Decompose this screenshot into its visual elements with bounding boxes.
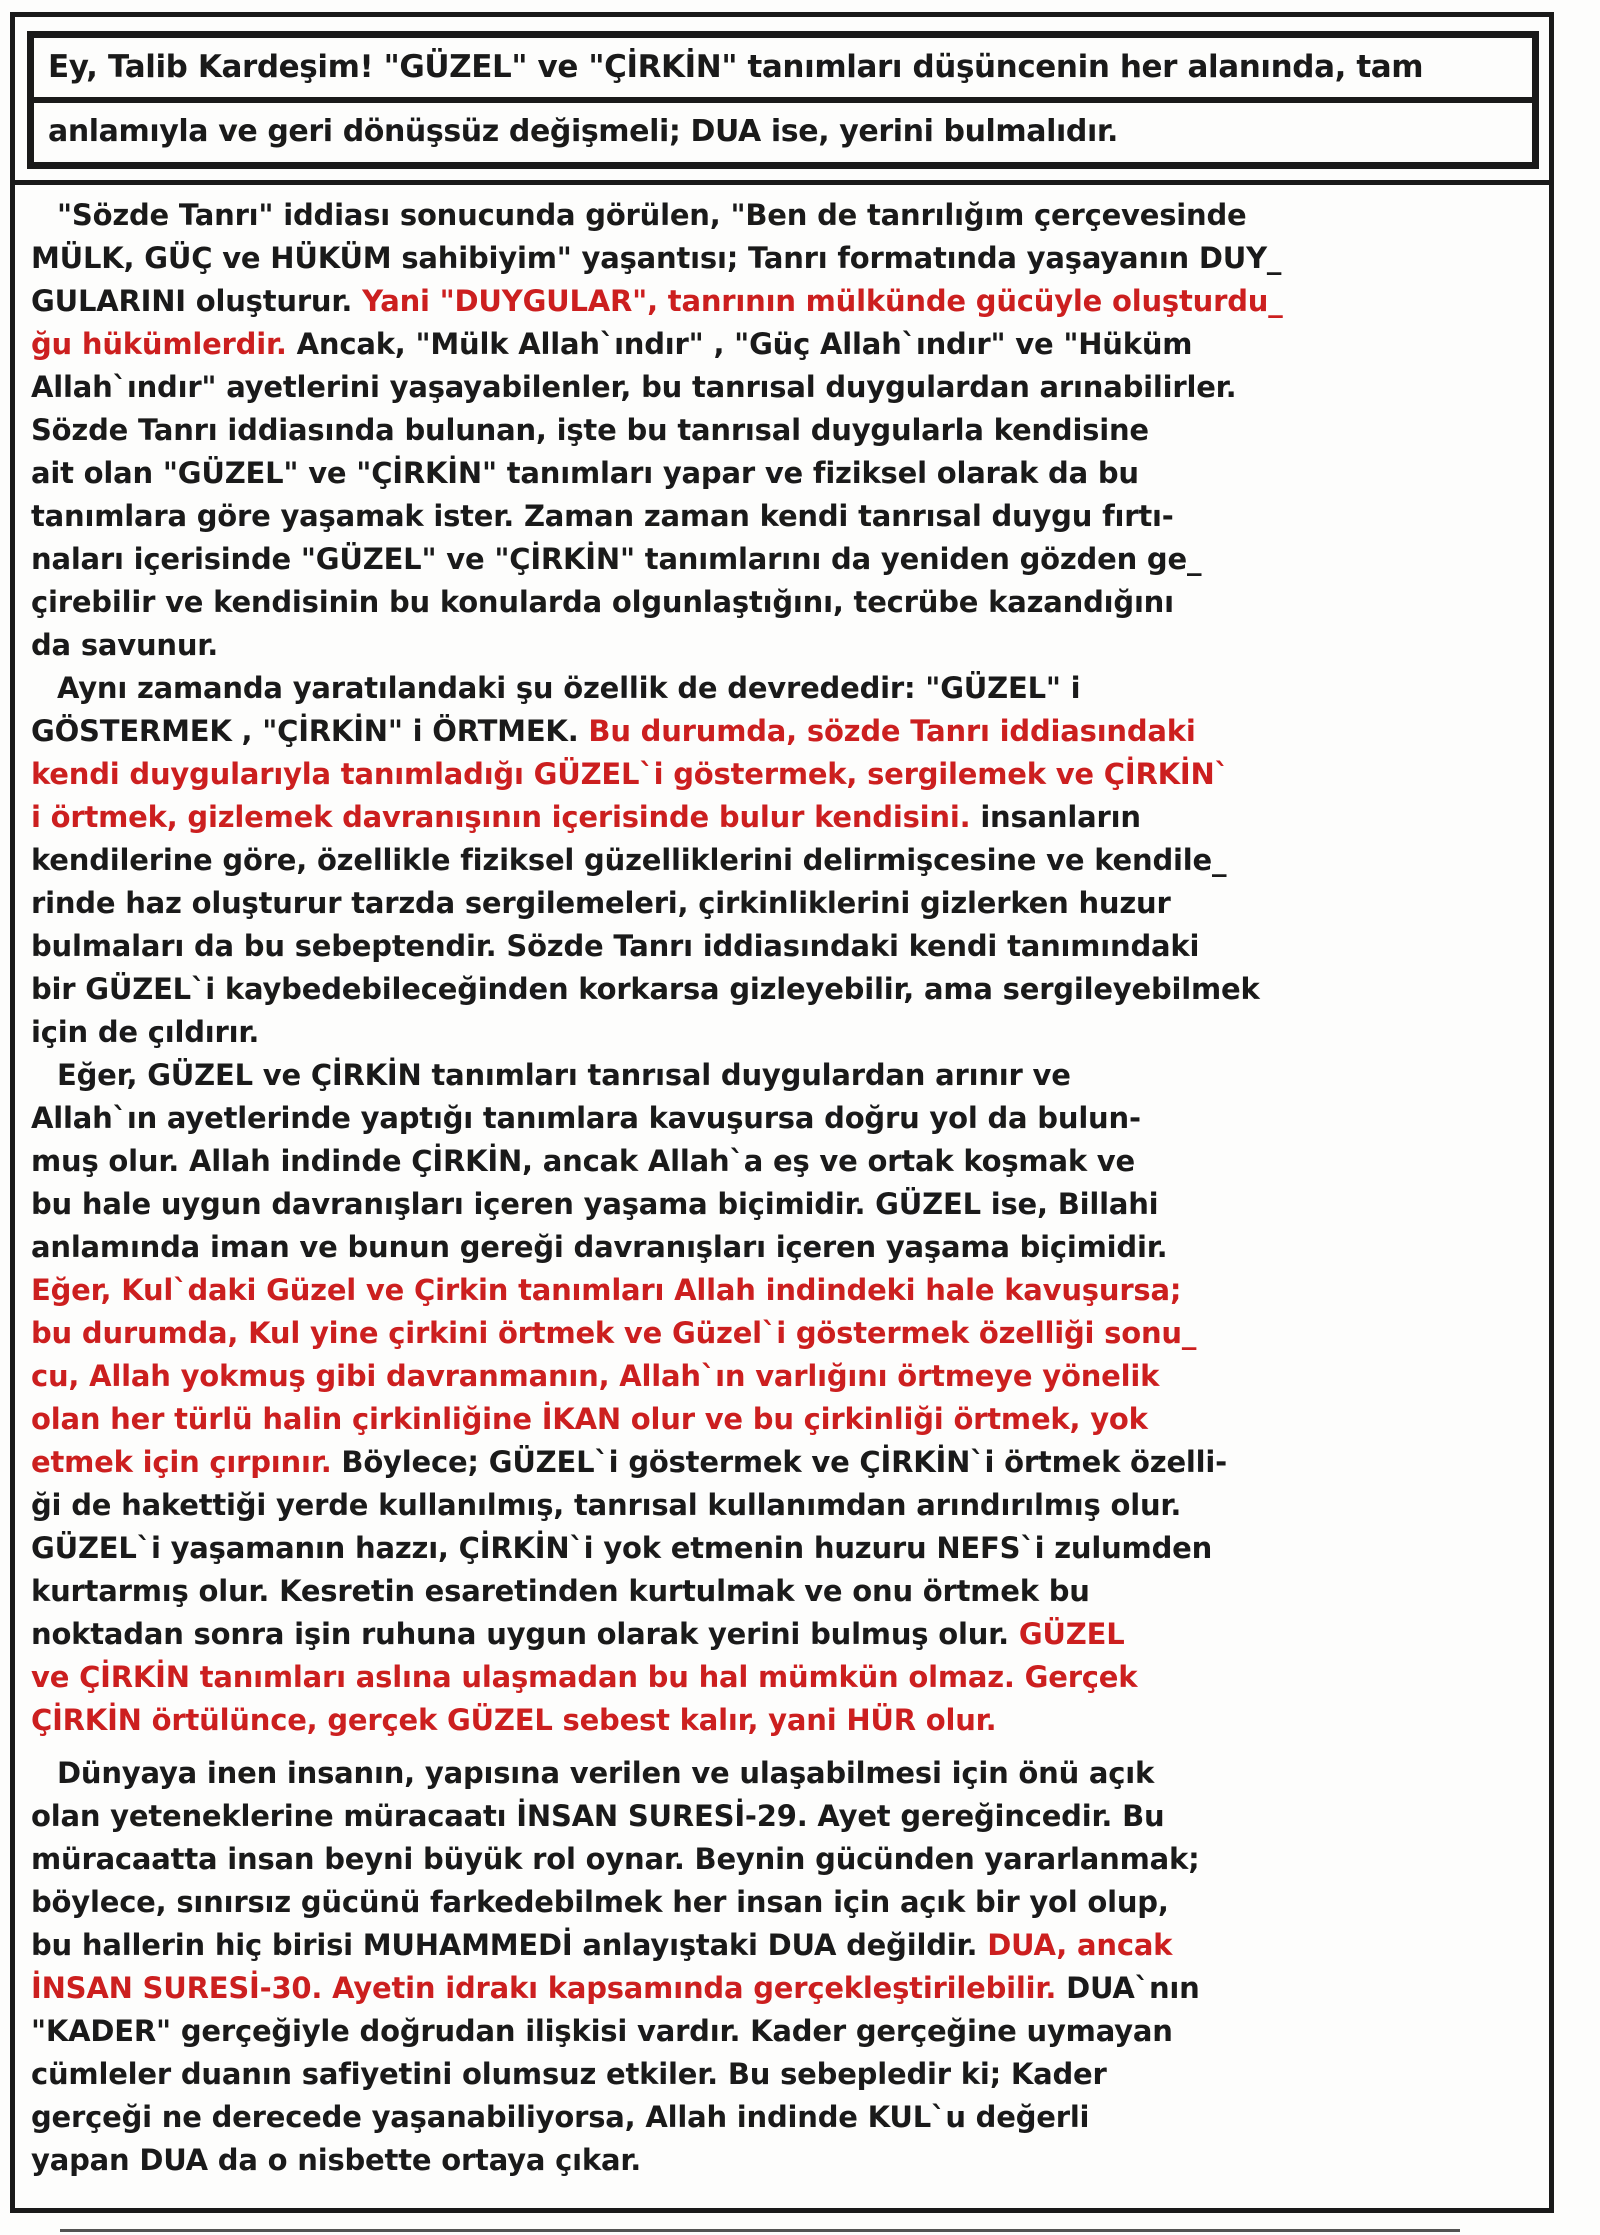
text-line: [31, 1613, 1541, 1656]
text-line: [31, 839, 1541, 882]
text-run-red: cu, Allah yokmuş gibi davranmanın, Allah`ın varlığını örtmeye yönelik: [31, 1359, 1160, 1393]
text-run-black: kendilerine göre, özellikle fiziksel güzelliklerini delirmişcesine ve kendile_: [31, 843, 1227, 877]
text-line: [31, 1054, 1541, 1097]
title-line-2-text: anlamıyla ve geri dönüşsüz değişmeli; DUA ise, yerini bulmalıdır.: [48, 114, 1118, 149]
text-run-black: çirebilir ve kendisinin bu konularda olgunlaştığını, tecrübe kazandığını: [31, 585, 1174, 619]
text-line: [31, 882, 1541, 925]
text-run-black: kurtarmış olur. Kesretin esaretinden kurtulmak ve onu örtmek bu: [31, 1574, 1090, 1608]
text-line: [31, 1097, 1541, 1140]
text-run-black: rinde haz oluşturur tarzda sergilemeleri, çirkinliklerini gizlerken huzur: [31, 886, 1171, 920]
text-run-red: Yani "DUYGULAR", tanrının mülkünde gücüyle oluşturdu_: [362, 284, 1283, 318]
text-line: [31, 667, 1541, 710]
text-run-black: ait olan "GÜZEL" ve "ÇİRKİN" tanımları yapar ve fiziksel olarak da bu: [31, 456, 1139, 490]
text-line: [31, 194, 1541, 237]
text-run-black: olan yeteneklerine müracaatı İNSAN SURESİ-29. Ayet gereğincedir. Bu: [31, 1799, 1165, 1833]
text-line: [31, 1312, 1541, 1355]
text-run-black: için de çıldırır.: [31, 1015, 260, 1049]
text-line: [31, 1398, 1541, 1441]
text-run-black: bir GÜZEL`i kaybedebileceğinden korkarsa gizleyebilir, ama sergileyebilmek: [31, 972, 1260, 1006]
text-line: [31, 1881, 1541, 1924]
body-text: [15, 180, 1549, 2182]
text-run-black: Eğer, GÜZEL ve ÇİRKİN tanımları tanrısal duygulardan arınır ve: [57, 1058, 1071, 1092]
title-line-2: [34, 103, 1532, 162]
text-line: [31, 538, 1541, 581]
text-line: [31, 1011, 1541, 1054]
text-line: [31, 323, 1541, 366]
text-line: [31, 624, 1541, 667]
text-line: [31, 710, 1541, 753]
text-line: [31, 2139, 1541, 2182]
text-run-black: noktadan sonra işin ruhuna uygun olarak yerini bulmuş olur.: [31, 1617, 1019, 1651]
text-line: [31, 1924, 1541, 1967]
text-line: [31, 2096, 1541, 2139]
text-run-black: yapan DUA da o nisbette ortaya çıkar.: [31, 2143, 642, 2177]
text-run-red: Bu durumda, sözde Tanrı iddiasındaki: [588, 714, 1196, 748]
text-line: [31, 2053, 1541, 2096]
text-line: [31, 1226, 1541, 1269]
text-run-black: Dünyaya inen insanın, yapısına verilen ve ulaşabilmesi için önü açık: [57, 1756, 1155, 1790]
text-run-black: Allah`ındır" ayetlerini yaşayabilenler, bu tanrısal duygulardan arınabilirler.: [31, 370, 1237, 404]
text-run-red: ğu hükümlerdir.: [31, 327, 297, 361]
scan-artifact-line: [60, 2229, 1460, 2232]
text-line: [31, 1699, 1541, 1742]
text-line: [31, 581, 1541, 624]
text-line: [31, 366, 1541, 409]
text-line: [31, 1656, 1541, 1699]
text-run-black: müracaatta insan beyni büyük rol oynar. Beynin gücünden yararlanmak;: [31, 1842, 1200, 1876]
text-run-black: "KADER" gerçeğiyle doğrudan ilişkisi vardır. Kader gerçeğine uymayan: [31, 2014, 1173, 2048]
text-run-black: "Sözde Tanrı" iddiası sonucunda görülen, "Ben de tanrılığım çerçevesinde: [57, 198, 1247, 232]
text-run-black: naları içerisinde "GÜZEL" ve "ÇİRKİN" tanımlarını da yeniden gözden ge_: [31, 542, 1202, 576]
text-run-black: Aynı zamanda yaratılandaki şu özellik de devrededir: "GÜZEL" i: [57, 671, 1081, 705]
title-line-1-text: Ey, Talib Kardeşim! "GÜZEL" ve "ÇİRKİN" tanımları düşüncenin her alanında, tam: [48, 49, 1424, 85]
text-run-black: Sözde Tanrı iddiasında bulunan, işte bu tanrısal duygularla kendisine: [31, 413, 1149, 447]
text-run-red: İNSAN SURESİ-30. Ayetin idrakı kapsamında gerçekleştirilebilir.: [31, 1971, 1067, 2005]
title-box: [27, 31, 1539, 169]
text-run-red: DUA, ancak: [987, 1928, 1173, 1962]
text-line: [31, 1183, 1541, 1226]
text-run-black: GULARINI oluşturur.: [31, 284, 363, 318]
text-line: [31, 1269, 1541, 1312]
text-run-black: Allah`ın ayetlerinde yaptığı tanımlara kavuşursa doğru yol da bulun-: [31, 1101, 1141, 1135]
text-line: [31, 925, 1541, 968]
page-border: [10, 12, 1554, 2213]
text-line: [31, 796, 1541, 839]
text-run-black: Böylece; GÜZEL`i göstermek ve ÇİRKİN`i örtmek özelli-: [341, 1445, 1227, 1479]
text-run-black: GÜZEL`i yaşamanın hazzı, ÇİRKİN`i yok etmenin huzuru NEFS`i zulumden: [31, 1531, 1213, 1565]
text-run-black: MÜLK, GÜÇ ve HÜKÜM sahibiyim" yaşantısı; Tanrı formatında yaşayanın DUY_: [31, 241, 1282, 275]
text-run-black: ği de hakettiği yerde kullanılmış, tanrısal kullanımdan arındırılmış olur.: [31, 1488, 1182, 1522]
text-run-red: etmek için çırpınır.: [31, 1445, 342, 1479]
text-run-black: GÖSTERMEK , "ÇİRKİN" i ÖRTMEK.: [31, 714, 589, 748]
text-run-black: muş olur. Allah indinde ÇİRKİN, ancak Allah`a eş ve ortak koşmak ve: [31, 1144, 1135, 1178]
text-run-black: bu hallerin hiç birisi MUHAMMEDİ anlayıştaki DUA değildir.: [31, 1928, 988, 1962]
text-run-black: DUA`nın: [1066, 1971, 1200, 2005]
text-run-black: bulmaları da bu sebeptendir. Sözde Tanrı iddiasındaki kendi tanımındaki: [31, 929, 1200, 963]
text-run-black: böylece, sınırsız gücünü farkedebilmek her insan için açık bir yol olup,: [31, 1885, 1169, 1919]
text-run-red: GÜZEL: [1018, 1617, 1125, 1651]
text-run-black: Ancak, "Mülk Allah`ındır" , "Güç Allah`ındır" ve "Hüküm: [296, 327, 1193, 361]
text-run-black: anlamında iman ve bunun gereği davranışları içeren yaşama biçimidir.: [31, 1230, 1168, 1264]
text-run-red: ÇİRKİN örtülünce, gerçek GÜZEL sebest kalır, yani HÜR olur.: [31, 1703, 997, 1737]
title-line-1: [34, 38, 1532, 103]
text-line: [31, 1752, 1541, 1795]
text-run-red: ve ÇİRKİN tanımları aslına ulaşmadan bu hal mümkün olmaz. Gerçek: [31, 1660, 1138, 1694]
text-line: [31, 409, 1541, 452]
text-run-red: i örtmek, gizlemek davranışının içerisinde bulur kendisini.: [31, 800, 981, 834]
text-run-red: bu durumda, Kul yine çirkini örtmek ve Güzel`i göstermek özelliği sonu_: [31, 1316, 1197, 1350]
text-line: [31, 1441, 1541, 1484]
text-line: [31, 968, 1541, 1011]
text-run-red: olan her türlü halin çirkinliğine İKAN olur ve bu çirkinliği örtmek, yok: [31, 1402, 1148, 1436]
text-line: [31, 1527, 1541, 1570]
text-line: [31, 1838, 1541, 1881]
text-run-black: cümleler duanın safiyetini olumsuz etkiler. Bu sebepledir ki; Kader: [31, 2057, 1107, 2091]
text-line: [31, 1355, 1541, 1398]
text-line: [31, 495, 1541, 538]
text-line: [31, 1967, 1541, 2010]
text-line: [31, 1570, 1541, 1613]
text-line: [31, 237, 1541, 280]
text-line: [31, 1795, 1541, 1838]
text-line: [31, 2010, 1541, 2053]
text-run-black: da savunur.: [31, 628, 219, 662]
text-run-black: insanların: [980, 800, 1141, 834]
text-line: [31, 753, 1541, 796]
text-run-black: bu hale uygun davranışları içeren yaşama biçimidir. GÜZEL ise, Billahi: [31, 1187, 1159, 1221]
text-run-red: Eğer, Kul`daki Güzel ve Çirkin tanımları Allah indindeki hale kavuşursa;: [31, 1273, 1182, 1307]
text-line: [31, 1484, 1541, 1527]
text-run-black: gerçeği ne derecede yaşanabiliyorsa, Allah indinde KUL`u değerli: [31, 2100, 1090, 2134]
text-line: [31, 1140, 1541, 1183]
text-line: [31, 452, 1541, 495]
text-run-black: tanımlara göre yaşamak ister. Zaman zaman kendi tanrısal duygu fırtı-: [31, 499, 1174, 533]
text-line: [31, 280, 1541, 323]
text-run-red: kendi duygularıyla tanımladığı GÜZEL`i göstermek, sergilemek ve ÇİRKİN`: [31, 757, 1229, 791]
